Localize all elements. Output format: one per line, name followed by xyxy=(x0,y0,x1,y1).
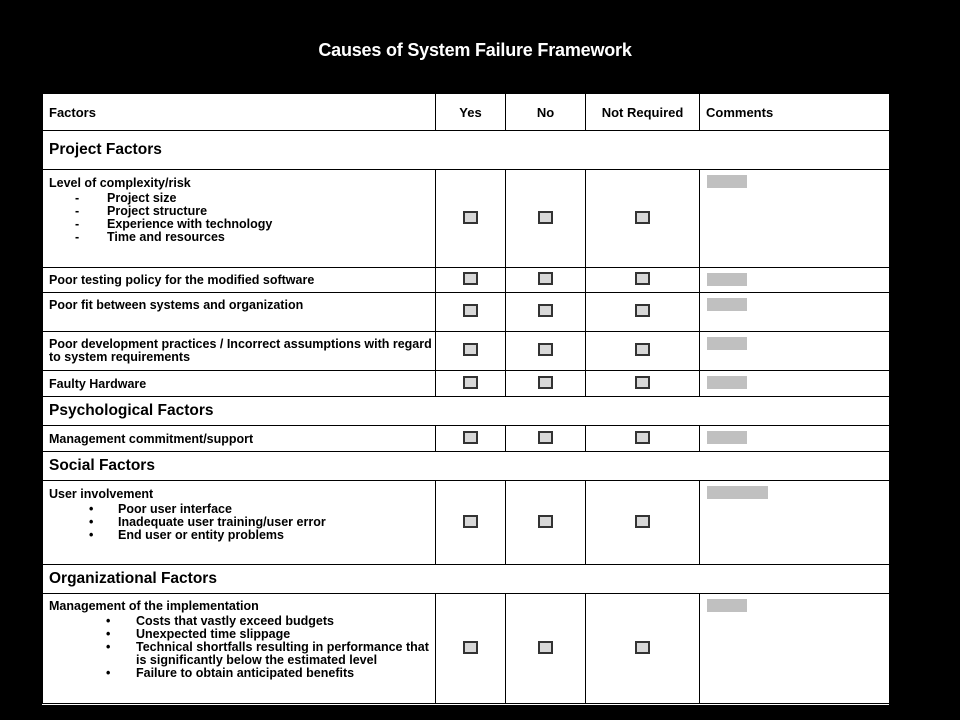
factor-label: Level of complexity/risk xyxy=(49,176,191,190)
comment-field[interactable] xyxy=(707,298,747,311)
not-required-cell xyxy=(586,481,700,565)
not-required-checkbox[interactable] xyxy=(635,304,650,317)
not-required-checkbox[interactable] xyxy=(635,211,650,224)
no-checkbox[interactable] xyxy=(538,641,553,654)
yes-cell xyxy=(436,332,506,371)
list-item: • Inadequate user training/user error xyxy=(49,516,435,529)
col-header-not-required: Not Required xyxy=(586,94,700,131)
table-row xyxy=(43,371,890,397)
factor-sublist xyxy=(49,615,435,680)
comment-cell xyxy=(700,268,890,293)
section-organizational-factors: Organizational Factors xyxy=(43,565,890,594)
yes-checkbox[interactable] xyxy=(463,343,478,356)
factor-label: Poor testing policy for the modified software xyxy=(43,268,436,293)
no-checkbox[interactable] xyxy=(538,304,553,317)
comment-field[interactable] xyxy=(707,431,747,444)
yes-checkbox[interactable] xyxy=(463,211,478,224)
not-required-checkbox[interactable] xyxy=(635,431,650,444)
comment-cell xyxy=(700,371,890,397)
header-row xyxy=(43,94,890,131)
not-required-checkbox[interactable] xyxy=(635,272,650,285)
section-psychological-factors: Psychological Factors xyxy=(43,397,890,426)
not-required-cell xyxy=(586,371,700,397)
not-required-checkbox[interactable] xyxy=(635,515,650,528)
no-checkbox[interactable] xyxy=(538,343,553,356)
yes-cell xyxy=(436,594,506,704)
comment-cell xyxy=(700,332,890,371)
table-row xyxy=(43,268,890,293)
list-item: • Costs that vastly exceed budgets xyxy=(49,615,435,628)
yes-checkbox[interactable] xyxy=(463,304,478,317)
section-row xyxy=(43,565,890,594)
table-row xyxy=(43,426,890,452)
factor-label: Faulty Hardware xyxy=(43,371,436,397)
no-cell xyxy=(506,481,586,565)
no-cell xyxy=(506,170,586,268)
comment-field[interactable] xyxy=(707,376,747,389)
yes-checkbox[interactable] xyxy=(463,515,478,528)
col-header-no: No xyxy=(506,94,586,131)
yes-cell xyxy=(436,293,506,332)
not-required-cell xyxy=(586,426,700,452)
section-social-factors: Social Factors xyxy=(43,452,890,481)
table-row xyxy=(43,293,890,332)
table-row xyxy=(43,170,890,268)
list-item: • Failure to obtain anticipated benefits xyxy=(49,667,435,680)
comment-cell xyxy=(700,594,890,704)
comment-field[interactable] xyxy=(707,175,747,188)
yes-cell xyxy=(436,426,506,452)
yes-cell xyxy=(436,268,506,293)
not-required-cell xyxy=(586,170,700,268)
comment-field[interactable] xyxy=(707,273,747,286)
list-item: - Project structure xyxy=(49,205,435,218)
list-item: • Poor user interface xyxy=(49,503,435,516)
list-item: - Project size xyxy=(49,192,435,205)
factor-cell xyxy=(43,594,436,704)
no-cell xyxy=(506,268,586,293)
factor-label: Management of the implementation xyxy=(49,599,259,613)
no-cell xyxy=(506,293,586,332)
col-header-factors: Factors xyxy=(43,94,436,131)
no-checkbox[interactable] xyxy=(538,211,553,224)
factor-label: Poor fit between systems and organization xyxy=(43,293,436,332)
col-header-comments: Comments xyxy=(700,94,890,131)
yes-checkbox[interactable] xyxy=(463,272,478,285)
table-row xyxy=(43,332,890,371)
no-checkbox[interactable] xyxy=(538,272,553,285)
factor-label: Poor development practices / Incorrect assumptions with regard to system requirements xyxy=(43,332,436,371)
section-project-factors: Project Factors xyxy=(43,131,890,170)
section-row xyxy=(43,397,890,426)
list-item: • Unexpected time slippage xyxy=(49,628,435,641)
yes-cell xyxy=(436,170,506,268)
no-checkbox[interactable] xyxy=(538,431,553,444)
not-required-cell xyxy=(586,594,700,704)
not-required-cell xyxy=(586,268,700,293)
no-cell xyxy=(506,371,586,397)
no-cell xyxy=(506,426,586,452)
comment-field[interactable] xyxy=(707,486,768,499)
not-required-checkbox[interactable] xyxy=(635,376,650,389)
comment-cell xyxy=(700,426,890,452)
factor-sublist xyxy=(49,503,435,542)
comment-cell xyxy=(700,481,890,565)
not-required-cell xyxy=(586,293,700,332)
no-checkbox[interactable] xyxy=(538,515,553,528)
framework-sheet xyxy=(42,93,889,705)
comment-cell xyxy=(700,170,890,268)
comment-field[interactable] xyxy=(707,599,747,612)
table-row xyxy=(43,481,890,565)
section-row xyxy=(43,452,890,481)
list-item: • End user or entity problems xyxy=(49,529,435,542)
section-row xyxy=(43,131,890,170)
factor-label: Management commitment/support xyxy=(43,426,436,452)
table-row xyxy=(43,594,890,704)
factor-cell xyxy=(43,481,436,565)
list-item: - Time and resources xyxy=(49,231,435,244)
yes-checkbox[interactable] xyxy=(463,376,478,389)
list-item: • Technical shortfalls resulting in performance that is significantly below the estimated level xyxy=(49,641,435,667)
no-checkbox[interactable] xyxy=(538,376,553,389)
factor-cell xyxy=(43,170,436,268)
framework-table xyxy=(42,93,890,704)
yes-checkbox[interactable] xyxy=(463,431,478,444)
factor-sublist xyxy=(49,192,435,244)
page-title: Causes of System Failure Framework xyxy=(318,40,632,60)
yes-checkbox[interactable] xyxy=(463,641,478,654)
yes-cell xyxy=(436,481,506,565)
yes-cell xyxy=(436,371,506,397)
col-header-yes: Yes xyxy=(436,94,506,131)
no-cell xyxy=(506,594,586,704)
factor-label: User involvement xyxy=(49,487,154,501)
no-cell xyxy=(506,332,586,371)
comment-cell xyxy=(700,293,890,332)
not-required-cell xyxy=(586,332,700,371)
not-required-checkbox[interactable] xyxy=(635,641,650,654)
comment-field[interactable] xyxy=(707,337,747,350)
list-item: - Experience with technology xyxy=(49,218,435,231)
not-required-checkbox[interactable] xyxy=(635,343,650,356)
